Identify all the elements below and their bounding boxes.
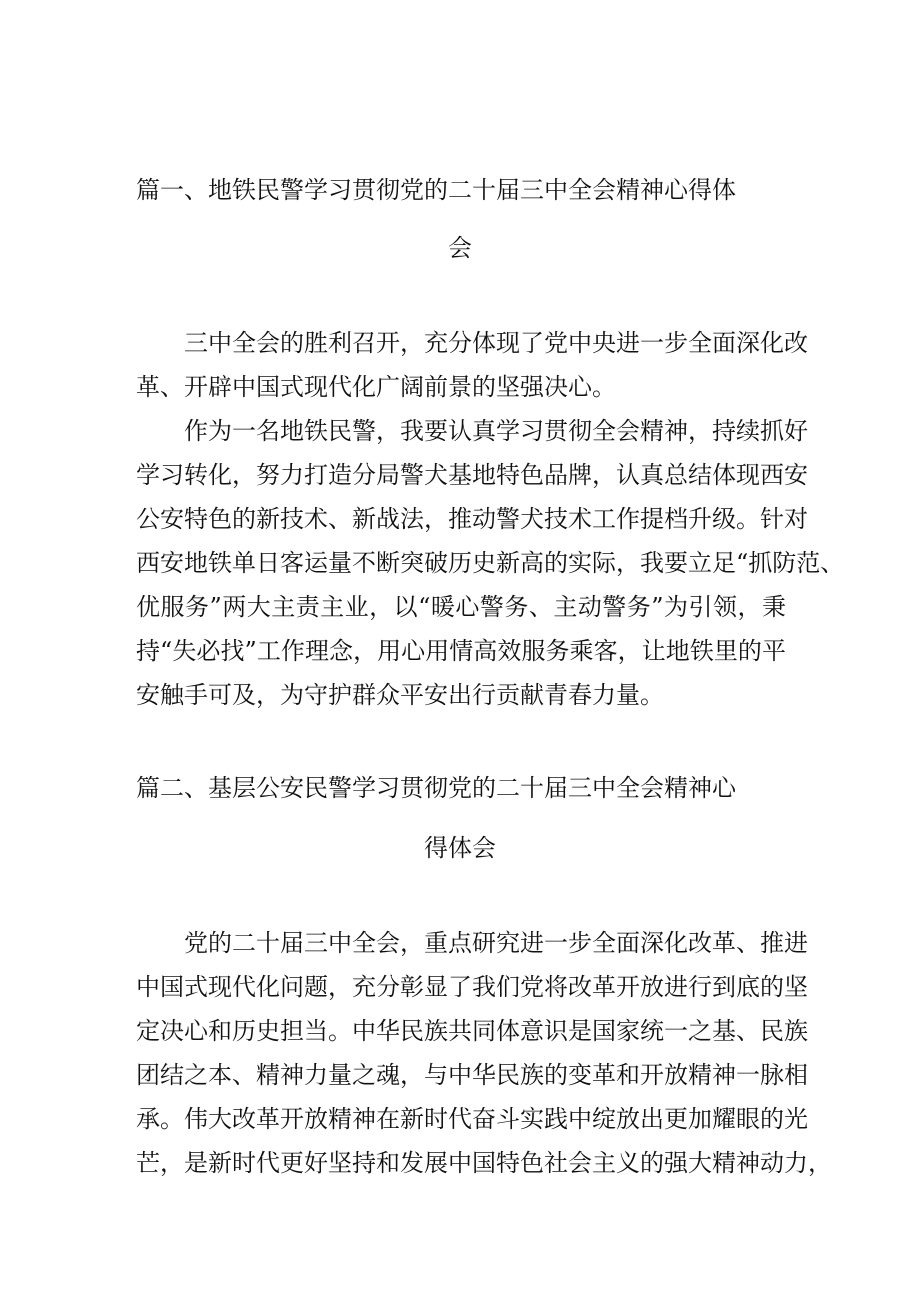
s1-p2-line-4: 西安地铁单日客运量不断突破历史新高的实际，我要立足“抓防范、 (136, 549, 845, 577)
section-1-title-line-1: 篇一、地铁民警学习贯彻党的二十届三中全会精神心得体 (136, 176, 736, 204)
s2-p1-line-1: 党的二十届三中全会，重点研究进一步全面深化改革、推进 (184, 929, 808, 957)
s1-p2-line-2: 学习转化，努力打造分局警犬基地特色品牌，认真总结体现西安 (136, 461, 808, 489)
s2-p1-line-2: 中国式现代化问题，充分彰显了我们党将改革开放进行到底的坚 (136, 973, 808, 1001)
s1-p2-line-6: 持“失必找”工作理念，用心用情高效服务乘客，让地铁里的平 (136, 637, 786, 665)
s1-p1-line-1: 三中全会的胜利召开，充分体现了党中央进一步全面深化改 (184, 329, 808, 357)
s1-p2-line-1: 作为一名地铁民警，我要认真学习贯彻全会精神，持续抓好 (184, 417, 808, 445)
section-1-title-line-2: 会 (448, 234, 472, 262)
s2-p1-line-6: 芒，是新时代更好坚持和发展中国特色社会主义的强大精神动力， (136, 1149, 832, 1177)
s1-p1-line-2: 革、开辟中国式现代化广阔前景的坚强决心。 (136, 373, 616, 401)
s1-p2-line-7: 安触手可及，为守护群众平安出行贡献青春力量。 (136, 681, 664, 709)
s2-p1-line-3: 定决心和历史担当。中华民族共同体意识是国家统一之基、民族 (136, 1017, 808, 1045)
s2-p1-line-4: 团结之本、精神力量之魂，与中华民族的变革和开放精神一脉相 (136, 1061, 808, 1089)
section-2-title-line-1: 篇二、基层公安民警学习贯彻党的二十届三中全会精神心 (136, 774, 736, 802)
s1-p2-line-5: 优服务”两大主责主业，以“暖心警务、主动警务”为引领，秉 (136, 593, 786, 621)
section-2-title-line-2: 得体会 (424, 834, 496, 862)
s1-p2-line-3: 公安特色的新技术、新战法，推动警犬技术工作提档升级。针对 (136, 505, 808, 533)
s2-p1-line-5: 承。伟大改革开放精神在新时代奋斗实践中绽放出更加耀眼的光 (136, 1105, 808, 1133)
